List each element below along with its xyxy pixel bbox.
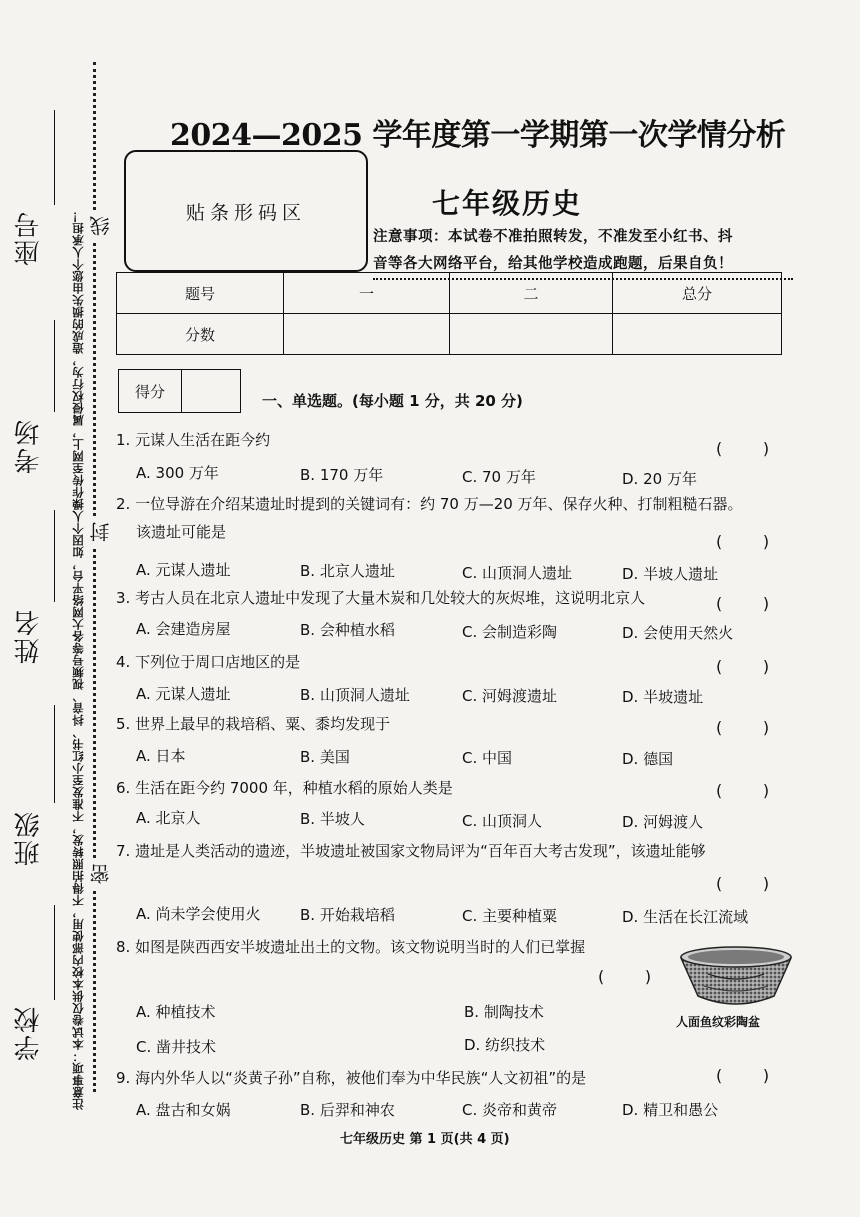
q3-option-b[interactable]: B. 会种植水稻 — [300, 621, 395, 639]
q7-option-c[interactable]: C. 主要种植粟 — [462, 907, 558, 925]
q9-option-a[interactable]: A. 盘古和女娲 — [136, 1101, 231, 1119]
question-4: 4. 下列位于周口店地区的是 — [116, 653, 301, 671]
header-notice-line1: 注意事项：本试卷不准拍照转发，不准发至小红书、抖 — [373, 229, 733, 245]
answer-paren-2[interactable]: ( ) — [716, 532, 770, 551]
name-blank[interactable] — [54, 510, 55, 602]
section-score-box — [118, 369, 241, 413]
question-9: 9. 海内外华人以“炎黄子孙”自称，被他们奉为中华民族“人文初祖”的是 — [116, 1069, 587, 1087]
q4-option-d[interactable]: D. 半坡遗址 — [622, 688, 704, 706]
q6-option-b[interactable]: B. 半坡人 — [300, 810, 365, 828]
pottery-basin-image — [678, 944, 794, 1010]
q8-option-a[interactable]: A. 种植技术 — [136, 1003, 216, 1021]
answer-paren-1[interactable]: ( ) — [716, 439, 770, 458]
header-total: 总分 — [613, 273, 782, 314]
q9-option-d[interactable]: D. 精卫和愚公 — [622, 1101, 719, 1119]
score-cell-total[interactable] — [613, 314, 782, 355]
q1-option-d[interactable]: D. 20 万年 — [622, 470, 697, 488]
question-7: 7. 遗址是人类活动的遗迹，半坡遗址被国家文物局评为“百年百大考古发现”，该遗址能够 — [116, 842, 706, 860]
figure-caption: 人面鱼纹彩陶盆 — [676, 1015, 761, 1029]
answer-paren-3[interactable]: ( ) — [716, 594, 770, 613]
question-8: 8. 如图是陕西西安半坡遗址出土的文物。该文物说明当时的人们已掌握 — [116, 938, 586, 956]
q4-option-c[interactable]: C. 河姆渡遗址 — [462, 687, 558, 705]
school-label: 学校 — [14, 1005, 44, 1061]
q1-option-c[interactable]: C. 70 万年 — [462, 468, 536, 486]
score-table — [116, 272, 782, 355]
exam-title: 2024—2025 学年度第一学期第一次学情分析 — [170, 118, 786, 153]
seat-blank[interactable] — [54, 110, 55, 205]
section-score-cell[interactable] — [182, 370, 241, 413]
q8-option-b[interactable]: B. 制陶技术 — [464, 1003, 544, 1021]
score-cell-part-two[interactable] — [450, 314, 613, 355]
section-title: 一、单选题。(每小题 1 分，共 20 分) — [262, 392, 523, 410]
score-cell-part-one[interactable] — [284, 314, 450, 355]
q4-option-a[interactable]: A. 元谋人遗址 — [136, 685, 231, 703]
q5-option-b[interactable]: B. 美国 — [300, 748, 350, 766]
q6-option-d[interactable]: D. 河姆渡人 — [622, 813, 704, 831]
page-footer: 七年级历史 第 1 页(共 4 页) — [340, 1132, 510, 1147]
seal-word-secret: 密 — [86, 860, 115, 888]
exam-room-blank[interactable] — [54, 320, 55, 412]
q5-option-d[interactable]: D. 德国 — [622, 750, 674, 768]
q2-option-a[interactable]: A. 元谋人遗址 — [136, 561, 231, 579]
question-2: 2. 一位导游在介绍某遗址时提到的关键词有：约 70 万—20 万年、保存火种、打制粗糙石器。 — [116, 495, 743, 513]
score-label: 分数 — [117, 314, 284, 355]
answer-paren-9[interactable]: ( ) — [716, 1066, 770, 1085]
score-table-header — [117, 273, 782, 314]
header-notice-line2: 音等各大网络平台，给其他学校造成跑题，后果自负！ — [373, 251, 793, 280]
q7-option-b[interactable]: B. 开始栽培稻 — [300, 906, 395, 924]
header-question-no: 题号 — [117, 273, 284, 314]
binding-notice: 注意事项：本试卷仅供本校内部使用，不得拍照转发，不准发至小红书、抖音、视频号等各大网络平台，如因个人操作传至网上，属侵权行为，造成的损失由您个人承担！ — [71, 210, 85, 1110]
q3-option-d[interactable]: D. 会使用天然火 — [622, 624, 734, 642]
q2-option-b[interactable]: B. 北京人遗址 — [300, 562, 395, 580]
q7-option-a[interactable]: A. 尚未学会使用火 — [136, 905, 261, 923]
q3-option-c[interactable]: C. 会制造彩陶 — [462, 623, 558, 641]
q1-option-b[interactable]: B. 170 万年 — [300, 466, 384, 484]
question-2-cont: 该遗址可能是 — [136, 523, 227, 541]
barcode-area — [124, 150, 368, 272]
q6-option-a[interactable]: A. 北京人 — [136, 809, 201, 827]
q8-option-d[interactable]: D. 纺织技术 — [464, 1036, 546, 1054]
header-part-two: 二 — [450, 273, 613, 314]
q1-option-a[interactable]: A. 300 万年 — [136, 464, 219, 482]
class-blank[interactable] — [54, 705, 55, 803]
q9-option-c[interactable]: C. 炎帝和黄帝 — [462, 1101, 558, 1119]
q3-option-a[interactable]: A. 会建造房屋 — [136, 620, 231, 638]
q4-option-b[interactable]: B. 山顶洞人遗址 — [300, 686, 410, 704]
q5-option-a[interactable]: A. 日本 — [136, 747, 186, 765]
q2-option-d[interactable]: D. 半坡人遗址 — [622, 565, 719, 583]
school-blank[interactable] — [54, 905, 55, 1000]
q6-option-c[interactable]: C. 山顶洞人 — [462, 812, 543, 830]
answer-paren-7[interactable]: ( ) — [716, 874, 770, 893]
question-5: 5. 世界上最早的栽培稻、粟、黍均发现于 — [116, 715, 391, 733]
q8-option-c[interactable]: C. 凿井技术 — [136, 1038, 217, 1056]
seal-word-line: 线 — [86, 212, 115, 240]
question-1: 1. 元谋人生活在距今约 — [116, 431, 271, 449]
answer-paren-8[interactable]: ( ) — [598, 967, 652, 986]
answer-paren-4[interactable]: ( ) — [716, 657, 770, 676]
seal-word-seal: 封 — [86, 518, 115, 546]
name-label: 姓名 — [14, 608, 44, 664]
answer-paren-6[interactable]: ( ) — [716, 781, 770, 800]
score-table-row — [117, 314, 782, 355]
q5-option-c[interactable]: C. 中国 — [462, 749, 513, 767]
section-score-label: 得分 — [119, 370, 182, 413]
q7-option-d[interactable]: D. 生活在长江流域 — [622, 908, 749, 926]
exam-room-label: 考场 — [14, 418, 44, 474]
question-3: 3. 考古人员在北京人遗址中发现了大量木炭和几处较大的灰烬堆，这说明北京人 — [116, 589, 646, 607]
q2-option-c[interactable]: C. 山顶洞人遗址 — [462, 564, 573, 582]
exam-subtitle: 七年级历史 — [432, 187, 583, 220]
q9-option-b[interactable]: B. 后羿和神农 — [300, 1101, 395, 1119]
class-label: 班级 — [14, 810, 44, 866]
header-part-one: 一 — [284, 273, 450, 314]
barcode-label: 贴条形码区 — [185, 201, 306, 224]
seat-label: 座号 — [14, 210, 44, 266]
answer-paren-5[interactable]: ( ) — [716, 718, 770, 737]
question-6: 6. 生活在距今约 7000 年，种植水稻的原始人类是 — [116, 779, 453, 797]
